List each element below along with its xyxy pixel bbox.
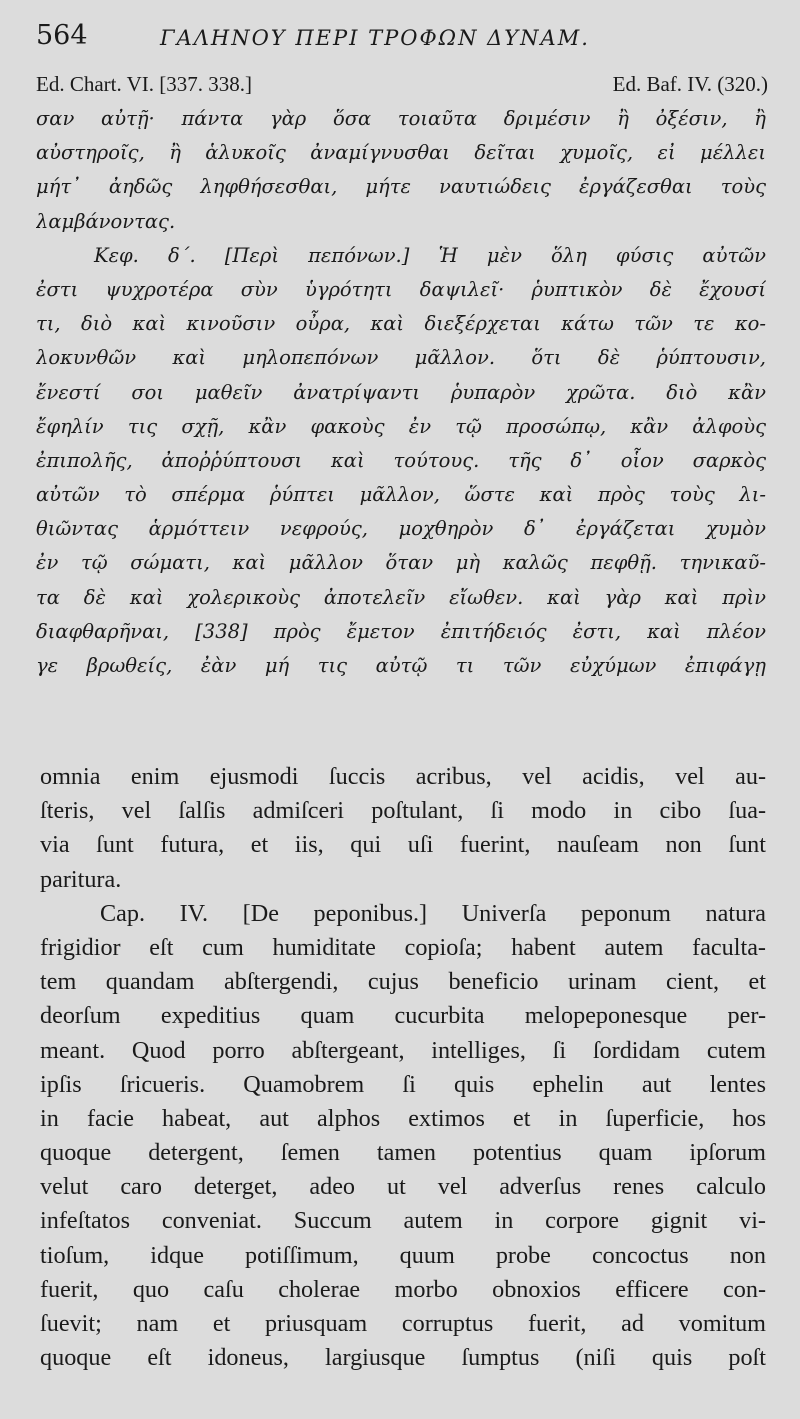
running-title: ΓΑΛΗΝΟΥ ΠΕΡΙ ΤΡΟΦΩΝ ΔΥΝΑΜ.	[160, 26, 590, 50]
greek-line: σαν αὐτῇ· πάντα γὰρ ὅσα τοιαῦτα δριμέσιν ἢ ὀξέσιν, ἢ	[36, 107, 766, 130]
greek-line: ἐπιπολῆς, ἀποῤῥύπτουσι καὶ τούτους. τῆς δ᾽ οἷον σαρκὸς	[36, 448, 766, 472]
latin-line: tioſum, idque potiſſimum, quum probe concoctus non	[40, 1241, 766, 1269]
latin-text-block	[40, 760, 766, 1375]
greek-chapter-heading-line: Κεφ. δ΄. [Περὶ πεπόνων.] Ἡ μὲν ὅλη φύσις αὐτῶν	[94, 243, 766, 267]
greek-line: ἐν τῷ σώματι, καὶ μᾶλλον ὅταν μὴ καλῶς πεφθῇ. τηνικαῦ-	[36, 551, 766, 575]
latin-line: velut caro deterget, adeo ut vel adverſus renes calculo	[40, 1173, 766, 1201]
latin-line: infeſtatos conveniat. Succum autem in corpore gignit vi-	[40, 1207, 766, 1235]
latin-line: quoque detergent, ſemen tamen potentius quam ipſorum	[40, 1139, 766, 1167]
greek-line: διαφθαρῆναι, [338] πρὸς ἔμετον ἐπιτήδειός ἐστι, καὶ πλέον	[36, 619, 766, 643]
greek-line: τι, διὸ καὶ κινοῦσιν οὖρα, καὶ διεξέρχεται κάτω τῶν τε κο-	[36, 312, 766, 336]
latin-line: ipſis ſricueris. Quamobrem ſi quis ephelin aut lentes	[40, 1070, 766, 1098]
latin-line: deorſum expeditius quam cucurbita melopeponesque per-	[40, 1002, 766, 1030]
latin-line: paritura.	[40, 865, 122, 893]
greek-line: γε βρωθείς, ἐὰν μή τις αὐτῷ τι τῶν εὐχύμων ἐπιφάγῃ	[36, 654, 766, 677]
greek-line: αὐστηροῖς, ἢ ἁλυκοῖς ἀναμίγνυσθαι δεῖται χυμοῖς, εἰ μέλλει	[36, 141, 766, 165]
latin-line: ſteris, vel ſalſis admiſceri poſtulant, ſi modo in cibo ſua-	[40, 797, 766, 825]
latin-line: omnia enim ejusmodi ſuccis acribus, vel acidis, vel au-	[40, 763, 766, 790]
greek-line: λαμβάνοντας.	[36, 209, 176, 233]
greek-text-block	[36, 102, 766, 683]
latin-line: ſuevit; nam et priusquam corruptus fuerit, ad vomitum	[40, 1310, 766, 1337]
edition-basel-reference: Ed. Baf. IV. (320.)	[612, 72, 768, 96]
greek-line: ἔνεστί σοι μαθεῖν ἀνατρίψαντι ῥυπαρὸν χρῶτα. διὸ κἂν	[36, 380, 766, 404]
greek-line: λοκυνθῶν καὶ μηλοπεπόνων μᾶλλον. ὅτι δὲ ῥύπτουσιν,	[36, 346, 766, 370]
page-header	[36, 20, 770, 68]
edition-chart-reference: Ed. Chart. VI. [337. 338.]	[36, 72, 252, 96]
latin-line: tem quandam abſtergendi, cujus beneficio urinam cient, et	[40, 968, 766, 996]
greek-line: ἔφηλίν τις σχῇ, κἂν φακοὺς ἐν τῷ προσώπῳ, κἂν ἀλφοὺς	[36, 414, 766, 438]
latin-chapter-heading-line: Cap. IV. [De peponibus.] Univerſa peponum natura	[100, 899, 766, 927]
greek-line: τα δὲ καὶ χολερικοὺς ἀποτελεῖν εἴωθεν. καὶ γὰρ καὶ πρὶν	[36, 585, 766, 609]
page-number: 564	[36, 20, 88, 51]
greek-line: θιῶντας ἁρμόττειν νεφρούς, μοχθηρὸν δ᾽ ἐργάζεται χυμὸν	[36, 517, 766, 541]
latin-line: meant. Quod porro abſtergeant, intelliges, ſi ſordidam cutem	[40, 1036, 766, 1064]
latin-line: via ſunt futura, et iis, qui uſi fuerint, nauſeam non ſunt	[40, 831, 766, 859]
greek-line: μήτ᾽ ἀηδῶς ληφθήσεσθαι, μήτε ναυτιώδεις ἐργάζεσθαι τοὺς	[36, 175, 766, 199]
latin-line: quoque eſt idoneus, largiusque ſumptus (niſi quis poſt	[40, 1344, 766, 1372]
greek-line: ἐστι ψυχροτέρα σὺν ὑγρότητι δαψιλεῖ· ῥυπτικὸν δὲ ἔχουσί	[36, 277, 766, 301]
greek-line: αὐτῶν τὸ σπέρμα ῥύπτει μᾶλλον, ὥστε καὶ πρὸς τοὺς λι-	[36, 483, 766, 507]
latin-line: fuerit, quo caſu cholerae morbo obnoxios efficere con-	[40, 1275, 766, 1303]
edition-reference-line	[36, 72, 768, 102]
latin-line: in facie habeat, aut alphos extimos et in ſuperficie, hos	[40, 1104, 766, 1132]
latin-line: frigidior eſt cum humiditate copioſa; habent autem faculta-	[40, 933, 766, 961]
